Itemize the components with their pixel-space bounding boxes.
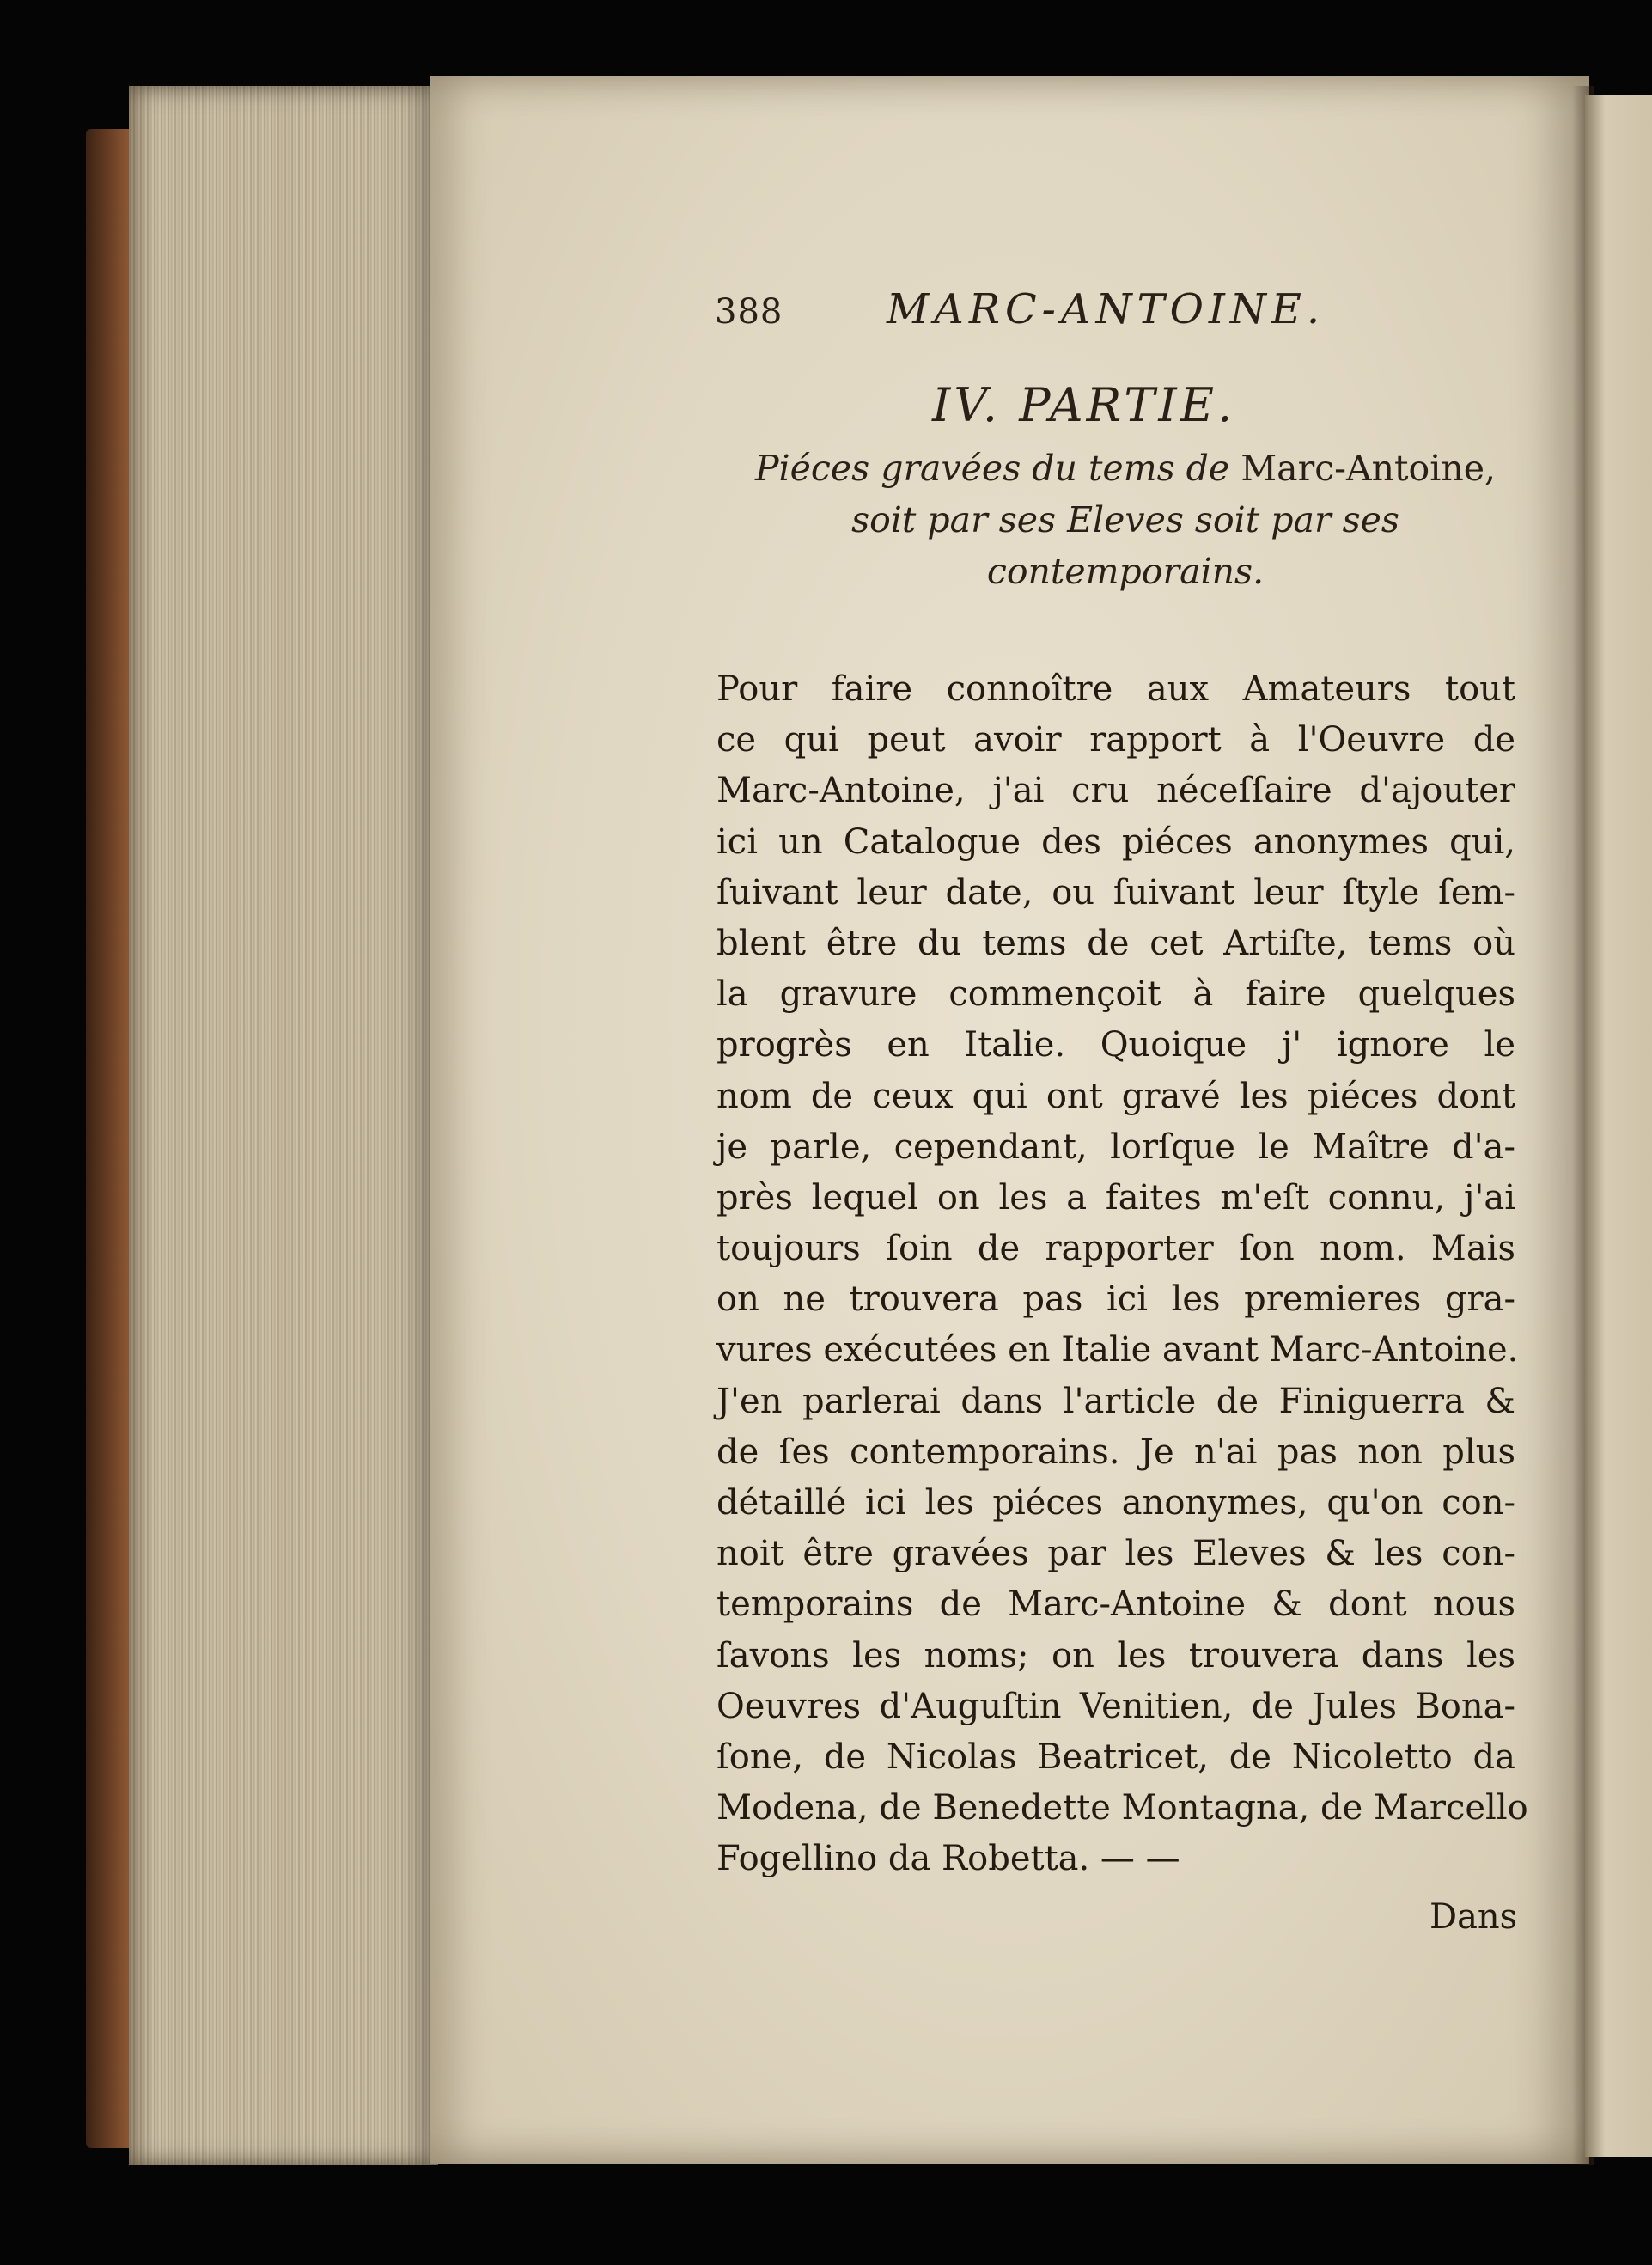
text-line: temporains de Marc-Antoine & dont nous (716, 1584, 1515, 1625)
text-line: ſone, de Nicolas Beatricet, de Nicoletto da (716, 1737, 1515, 1777)
text-line: J'en parlerai dans l'article de Finiguerra & (716, 1381, 1515, 1421)
part-title: IV. PARTIE. (932, 378, 1236, 432)
text-line: on ne trouvera pas ici les premieres gra- (716, 1279, 1515, 1320)
text-line: vures exécutées en Italie avant Marc-Antoine. (716, 1330, 1519, 1371)
subtitle-segment: Piéces gravées du tems de (754, 448, 1241, 489)
text-line: Oeuvres d'Auguſtin Venitien, de Jules Bona- (716, 1686, 1515, 1726)
subtitle-line (730, 494, 1521, 546)
text-line: près lequel on les a faites m'eſt connu, j'ai (716, 1177, 1515, 1218)
text-line: ici un Catalogue des piéces anonymes qui, (716, 821, 1515, 862)
text-line: ſavons les noms; on les trouvera dans les (716, 1635, 1515, 1676)
text-line: toujours ſoin de rapporter ſon nom. Mais (716, 1229, 1515, 1269)
page-edges (129, 86, 438, 2165)
facing-page-edge (1585, 95, 1652, 2157)
subtitle-line (730, 443, 1521, 494)
text-line: de ſes contemporains. Je n'ai pas non plus (716, 1432, 1515, 1472)
text-line: ſuivant leur date, ou ſuivant leur ſtyle ſem- (716, 872, 1515, 913)
text-line: Marc-Antoine, j'ai cru néceſſaire d'ajouter (716, 771, 1515, 811)
text-line: ce qui peut avoir rapport à l'Oeuvre de (716, 720, 1515, 760)
page-number: 388 (715, 292, 783, 332)
text-line: noit être gravées par les Eleves & les con- (716, 1534, 1515, 1574)
text-line: Fogellino da Robetta. — — (716, 1839, 1180, 1879)
body-paragraph (716, 664, 1528, 1885)
text-line: progrès en Italie. Quoique j' ignore le (716, 1025, 1515, 1065)
subtitle-segment: soit par ses Eleves soit par ses (851, 499, 1399, 540)
text-line: blent être du tems de cet Artiſte, tems où (716, 923, 1515, 963)
part-subtitle (730, 443, 1521, 597)
text-line: détaillé ici les piéces anonymes, qu'on con- (716, 1483, 1515, 1523)
subtitle-segment: contemporains. (986, 551, 1265, 592)
text-line: Modena, de Benedette Montagna, de Marcello (716, 1788, 1528, 1828)
text-line: je parle, cependant, lorſque le Maître d'a- (716, 1126, 1515, 1167)
text-line: la gravure commençoit à faire quelques (716, 974, 1515, 1015)
running-head (715, 285, 1514, 344)
catchword: Dans (1429, 1897, 1518, 1937)
subtitle-segment: Marc-Antoine, (1241, 448, 1497, 489)
subtitle-line (730, 546, 1521, 597)
text-line: Pour faire connoître aux Amateurs tout (716, 669, 1515, 709)
header-title: MARC-ANTOINE. (887, 285, 1326, 333)
text-line: nom de ceux qui ont gravé les piéces dont (716, 1076, 1515, 1116)
